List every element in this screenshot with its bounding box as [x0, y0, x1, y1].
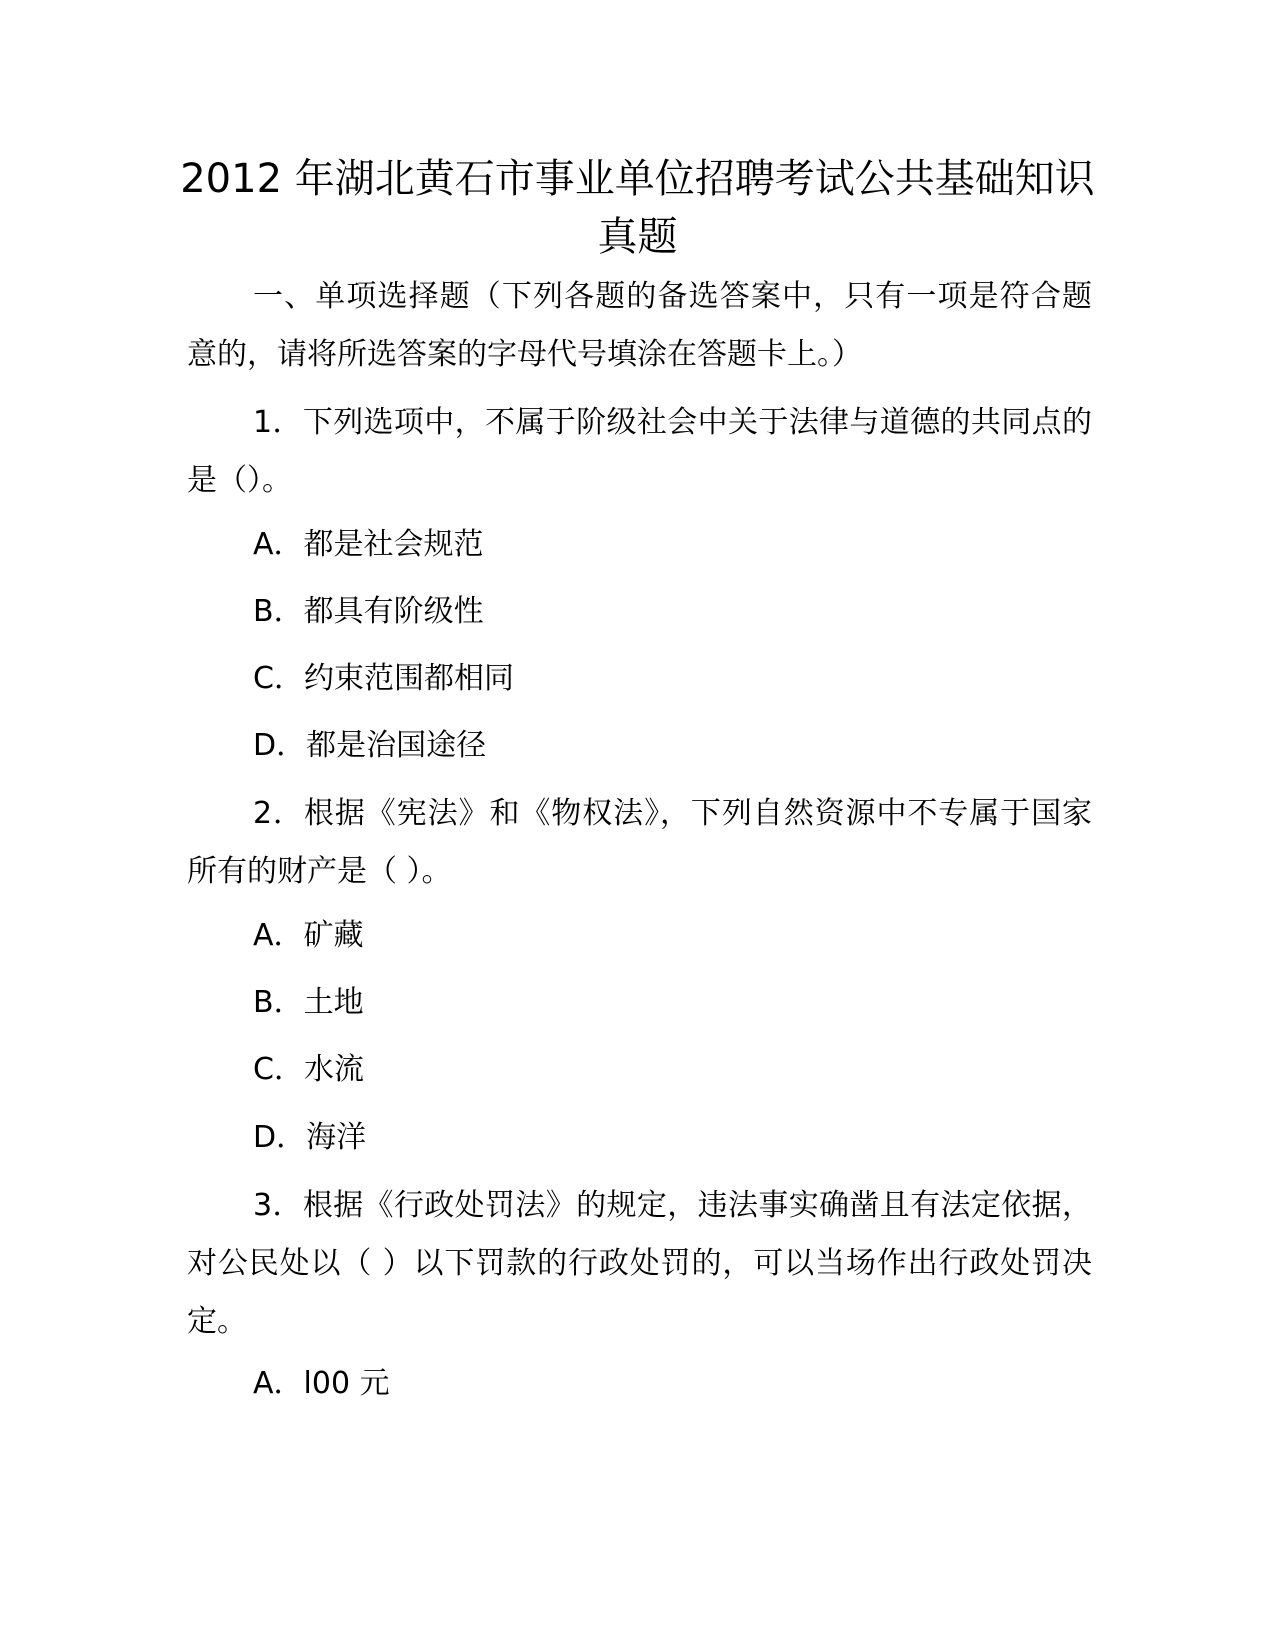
section-heading: 一、单项选择题（下列各题的备选答案中，只有一项是符合题意的，请将所选答案的字母代号填涂在答题卡上。） [187, 279, 1092, 372]
question-1-option-b: B．都具有阶级性 [253, 594, 484, 629]
question-1-option-a: A．都是社会规范 [253, 527, 484, 562]
question-2-option-c: C．水流 [253, 1052, 364, 1087]
question-2-stem: 2．根据《宪法》和《物权法》，下列自然资源中不专属于国家所有的财产是（ ）。 [187, 796, 1092, 889]
question-1-stem: 1．下列选项中，不属于阶级社会中关于法律与道德的共同点的是（）。 [187, 405, 1092, 498]
document-title: 2012 年湖北黄石市事业单位招聘考试公共基础知识真题 [180, 156, 1095, 260]
question-2-option-b: B．土地 [253, 985, 364, 1020]
question-2-option-a: A．矿藏 [253, 918, 364, 953]
question-3-option-a: A．l00 元 [253, 1366, 390, 1401]
question-1-option-c: C．约束范围都相同 [253, 661, 514, 696]
question-1-option-d: D．都是治国途径 [253, 728, 487, 763]
question-3-stem: 3．根据《行政处罚法》的规定，违法事实确凿且有法定依据，对公民处以（ ）以下罚款的行政处罚的，可以当场作出行政处罚决定。 [187, 1188, 1092, 1339]
question-2-option-d: D．海洋 [253, 1120, 367, 1155]
